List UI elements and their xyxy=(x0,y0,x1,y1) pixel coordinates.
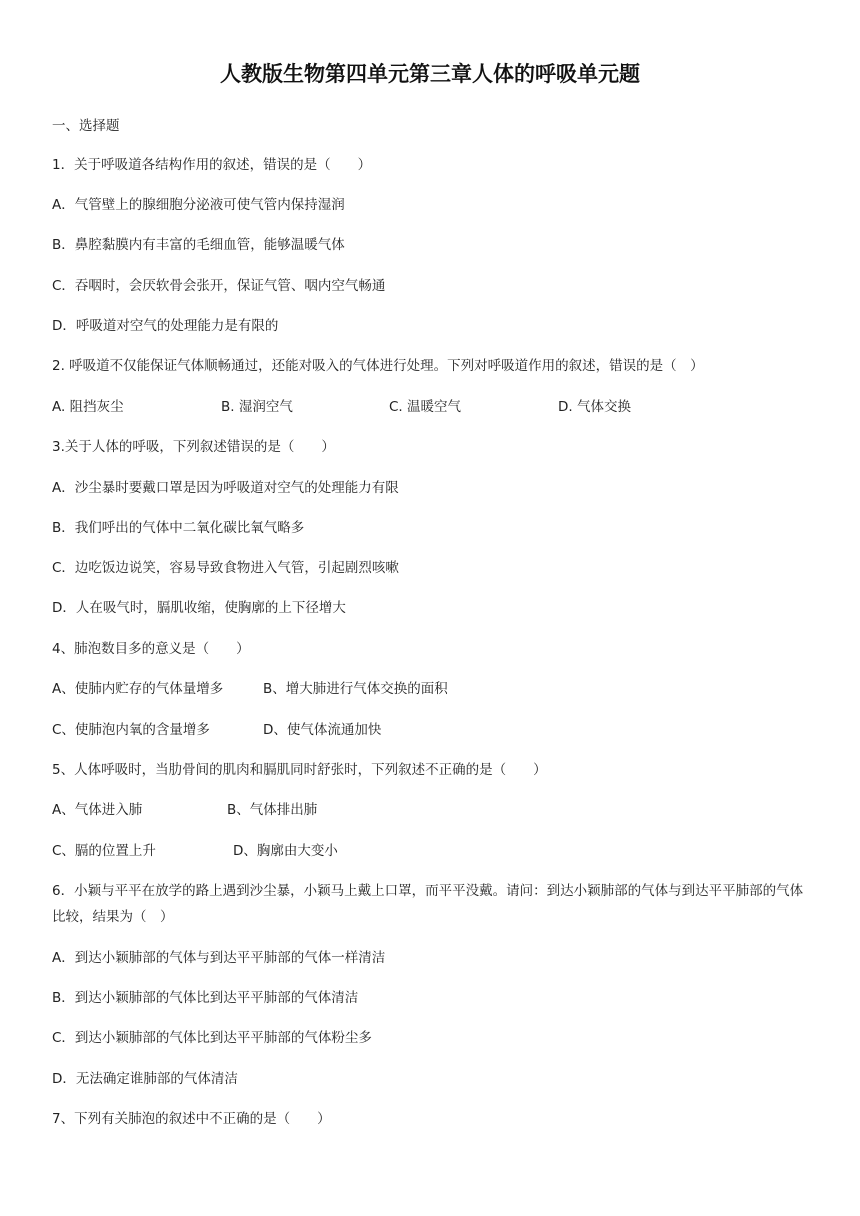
question-3-option-b: B．我们呼出的气体中二氧化碳比氧气略多 xyxy=(52,520,305,536)
question-6-option-b: B．到达小颖肺部的气体比到达平平肺部的气体清洁 xyxy=(52,990,359,1006)
question-4-options-row-2 xyxy=(52,720,812,740)
question-1-option-d: D．呼吸道对空气的处理能力是有限的 xyxy=(52,318,279,334)
question-1-option-a: A．气管壁上的腺细胞分泌液可使气管内保持湿润 xyxy=(52,197,345,213)
question-5-options-row-2 xyxy=(52,841,812,861)
question-5-option-a: A、气体进入肺 xyxy=(52,802,143,818)
question-5-option-d: D、胸廓由大变小 xyxy=(233,843,338,859)
question-4-option-c: C、使肺泡内氧的含量增多 xyxy=(52,722,210,738)
question-1-option-c: C．吞咽时，会厌软骨会张开，保证气管、咽内空气畅通 xyxy=(52,278,386,294)
question-4-stem: 4、肺泡数目多的意义是（ ） xyxy=(52,641,250,657)
question-4-option-a: A、使肺内贮存的气体量增多 xyxy=(52,681,224,697)
document-title: 人教版生物第四单元第三章人体的呼吸单元题 xyxy=(220,62,640,86)
question-5-option-c: C、膈的位置上升 xyxy=(52,843,156,859)
question-3-option-d: D．人在吸气时，膈肌收缩，使胸廓的上下径增大 xyxy=(52,600,346,616)
question-5-stem: 5、人体呼吸时，当肋骨间的肌肉和膈肌同时舒张时，下列叙述不正确的是（ ） xyxy=(52,762,547,778)
question-4-options-row-1 xyxy=(52,679,812,699)
section-heading: 一、选择题 xyxy=(52,118,120,134)
question-7-stem: 7、下列有关肺泡的叙述中不正确的是（ ） xyxy=(52,1111,331,1127)
question-5-options-row-1 xyxy=(52,800,812,820)
question-1-stem: 1．关于呼吸道各结构作用的叙述，错误的是（ ） xyxy=(52,157,372,173)
question-3-stem: 3.关于人体的呼吸，下列叙述错误的是（ ） xyxy=(52,439,335,455)
question-2-options xyxy=(52,397,812,417)
question-6-option-d: D．无法确定谁肺部的气体清洁 xyxy=(52,1071,238,1087)
question-2-option-a: A. 阻挡灰尘 xyxy=(52,399,124,415)
question-5-option-b: B、气体排出肺 xyxy=(227,802,318,818)
question-3-option-c: C．边吃饭边说笑，容易导致食物进入气管，引起剧烈咳嗽 xyxy=(52,560,399,576)
question-4-option-d: D、使气体流通加快 xyxy=(263,722,382,738)
question-6-option-c: C．到达小颖肺部的气体比到达平平肺部的气体粉尘多 xyxy=(52,1030,372,1046)
question-2-option-d: D. 气体交换 xyxy=(558,399,631,415)
question-3-option-a: A．沙尘暴时要戴口罩是因为呼吸道对空气的处理能力有限 xyxy=(52,480,399,496)
question-1-option-b: B．鼻腔黏膜内有丰富的毛细血管，能够温暖气体 xyxy=(52,237,345,253)
question-2-stem: 2. 呼吸道不仅能保证气体顺畅通过，还能对吸入的气体进行处理。下列对呼吸道作用的叙述，错误的是（ ） xyxy=(52,358,704,374)
question-6-stem: 6．小颖与平平在放学的路上遇到沙尘暴，小颖马上戴上口罩，而平平没戴。请问：到达小颖肺部的气体与到达平平肺部的气体比较，结果为（ ） xyxy=(52,883,804,925)
question-2-option-b: B. 湿润空气 xyxy=(221,399,293,415)
question-6-option-a: A．到达小颖肺部的气体与到达平平肺部的气体一样清洁 xyxy=(52,950,386,966)
question-2-option-c: C. 温暖空气 xyxy=(389,399,462,415)
question-4-option-b: B、增大肺进行气体交换的面积 xyxy=(263,681,448,697)
